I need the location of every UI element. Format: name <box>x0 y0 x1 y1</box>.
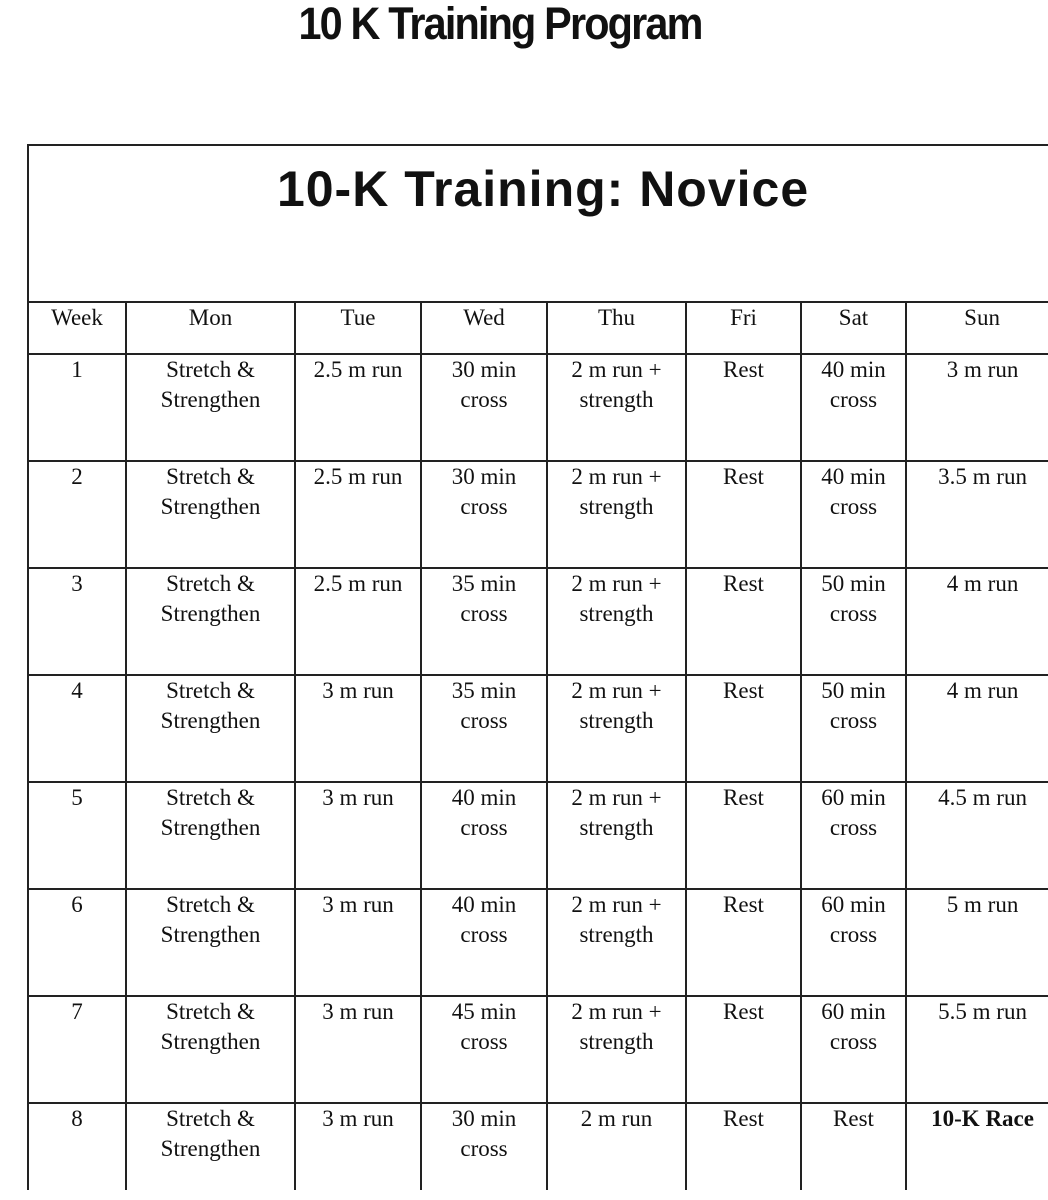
table-row <box>28 354 1048 461</box>
cell-line: 4.5 m run <box>938 785 1027 810</box>
sun-cell <box>906 782 1048 889</box>
cell-line: 2 m run + <box>571 785 662 810</box>
cell-line: 2 m run + <box>571 571 662 596</box>
cell-line: 2 m run + <box>571 892 662 917</box>
column-header-week: Week <box>28 302 126 354</box>
sun-cell <box>906 354 1048 461</box>
column-header-mon: Mon <box>126 302 295 354</box>
table-row <box>28 996 1048 1103</box>
cell-line: 30 min <box>451 464 517 489</box>
cell-line: 60 min <box>821 785 886 810</box>
cell-line: 35 min <box>451 571 517 596</box>
cell-line: strength <box>579 1029 654 1054</box>
cell-line: cross <box>460 1136 508 1161</box>
cell-line: Rest <box>723 785 764 810</box>
column-header-sun: Sun <box>906 302 1048 354</box>
fri-cell <box>686 461 801 568</box>
table-row <box>28 568 1048 675</box>
cell-line: 40 min <box>821 357 886 382</box>
column-header-tue: Tue <box>295 302 421 354</box>
cell-line: Rest <box>723 999 764 1024</box>
cell-line: Stretch & <box>166 999 255 1024</box>
mon-cell <box>126 568 295 675</box>
mon-cell <box>126 889 295 996</box>
cell-line: strength <box>579 387 654 412</box>
wed-cell <box>421 461 547 568</box>
week-cell: 8 <box>28 1103 126 1190</box>
cell-line: 3 m run <box>322 785 394 810</box>
thu-cell <box>547 461 686 568</box>
week-cell: 1 <box>28 354 126 461</box>
cell-line: 3 m run <box>322 999 394 1024</box>
cell-line: strength <box>579 708 654 733</box>
cell-line: Stretch & <box>166 1106 255 1131</box>
cell-line: 60 min <box>821 892 886 917</box>
cell-line: cross <box>460 708 508 733</box>
cell-line: 45 min <box>451 999 517 1024</box>
thu-cell <box>547 889 686 996</box>
sat-cell <box>801 568 906 675</box>
tue-cell <box>295 675 421 782</box>
sat-cell <box>801 1103 906 1190</box>
sat-cell <box>801 889 906 996</box>
thu-cell <box>547 354 686 461</box>
week-cell: 5 <box>28 782 126 889</box>
cell-line: cross <box>829 1029 878 1054</box>
schedule-body <box>28 354 1048 1190</box>
fri-cell <box>686 889 801 996</box>
cell-line: strength <box>579 494 654 519</box>
wed-cell <box>421 568 547 675</box>
cell-line: 2 m run + <box>571 678 662 703</box>
cell-line: cross <box>829 387 878 412</box>
cell-line: strength <box>579 815 654 840</box>
cell-line: 30 min <box>451 357 517 382</box>
cell-line: cross <box>460 815 508 840</box>
sun-cell <box>906 1103 1048 1190</box>
cell-line: cross <box>829 922 878 947</box>
cell-line: 50 min <box>821 678 886 703</box>
cell-line: 2.5 m run <box>313 357 403 382</box>
cell-line: cross <box>460 922 508 947</box>
cell-line: Strengthen <box>160 387 261 412</box>
cell-line: Rest <box>723 464 764 489</box>
mon-cell <box>126 675 295 782</box>
thu-cell <box>547 568 686 675</box>
cell-line: Strengthen <box>160 922 261 947</box>
sat-cell <box>801 675 906 782</box>
table-row <box>28 889 1048 996</box>
cell-line: cross <box>829 494 878 519</box>
column-header-row <box>28 302 1048 354</box>
fri-cell <box>686 1103 801 1190</box>
fri-cell <box>686 996 801 1103</box>
cell-line: Stretch & <box>166 357 255 382</box>
tue-cell <box>295 461 421 568</box>
tue-cell <box>295 1103 421 1190</box>
table-row <box>28 1103 1048 1190</box>
cell-line: 35 min <box>451 678 517 703</box>
wed-cell <box>421 782 547 889</box>
cell-line: Strengthen <box>160 815 261 840</box>
cell-line: Rest <box>723 357 764 382</box>
week-cell: 3 <box>28 568 126 675</box>
fri-cell <box>686 354 801 461</box>
sun-cell <box>906 568 1048 675</box>
cell-line: 4 m run <box>946 571 1019 596</box>
cell-line: 2.5 m run <box>313 571 403 596</box>
cell-line: Stretch & <box>166 678 255 703</box>
sun-cell <box>906 996 1048 1103</box>
mon-cell <box>126 354 295 461</box>
cell-line: Rest <box>723 892 764 917</box>
cell-line: 5 m run <box>946 892 1019 917</box>
cell-line: 10-K Race <box>931 1106 1034 1131</box>
cell-line: cross <box>460 494 508 519</box>
table-row <box>28 782 1048 889</box>
cell-line: 3 m run <box>322 892 394 917</box>
cell-line: strength <box>579 922 654 947</box>
column-header-thu: Thu <box>547 302 686 354</box>
cell-line: Stretch & <box>166 892 255 917</box>
cell-line: 50 min <box>821 571 886 596</box>
sat-cell <box>801 461 906 568</box>
tue-cell <box>295 996 421 1103</box>
cell-line: cross <box>460 1029 508 1054</box>
cell-line: Stretch & <box>166 571 255 596</box>
cell-line: Strengthen <box>160 1029 261 1054</box>
sat-cell <box>801 354 906 461</box>
sun-cell <box>906 889 1048 996</box>
cell-line: 60 min <box>821 999 886 1024</box>
wed-cell <box>421 996 547 1103</box>
cell-line: 3.5 m run <box>938 464 1027 489</box>
page-title: 10 K Training Program <box>298 0 702 49</box>
sun-cell <box>906 461 1048 568</box>
cell-line: 40 min <box>451 892 517 917</box>
thu-cell <box>547 1103 686 1190</box>
cell-line: cross <box>829 601 878 626</box>
cell-line: Rest <box>723 1106 764 1131</box>
cell-line: Strengthen <box>160 708 261 733</box>
cell-line: Rest <box>833 1106 874 1131</box>
cell-line: cross <box>460 387 508 412</box>
table-row <box>28 461 1048 568</box>
cell-line: 4 m run <box>946 678 1019 703</box>
tue-cell <box>295 354 421 461</box>
tue-cell <box>295 782 421 889</box>
thu-cell <box>547 782 686 889</box>
mon-cell <box>126 1103 295 1190</box>
thu-cell <box>547 675 686 782</box>
mon-cell <box>126 782 295 889</box>
mon-cell <box>126 461 295 568</box>
cell-line: Stretch & <box>166 785 255 810</box>
fri-cell <box>686 675 801 782</box>
cell-line: Rest <box>723 571 764 596</box>
thu-cell <box>547 996 686 1103</box>
cell-line: strength <box>579 601 654 626</box>
week-cell: 2 <box>28 461 126 568</box>
cell-line: Rest <box>723 678 764 703</box>
week-cell: 6 <box>28 889 126 996</box>
column-header-wed: Wed <box>421 302 547 354</box>
wed-cell <box>421 889 547 996</box>
column-header-fri: Fri <box>686 302 801 354</box>
cell-line: Strengthen <box>160 601 261 626</box>
cell-line: 5.5 m run <box>938 999 1027 1024</box>
cell-line: 2 m run + <box>571 464 662 489</box>
cell-line: Strengthen <box>160 1136 261 1161</box>
wed-cell <box>421 1103 547 1190</box>
tue-cell <box>295 889 421 996</box>
cell-line: cross <box>829 708 878 733</box>
fri-cell <box>686 568 801 675</box>
sat-cell <box>801 996 906 1103</box>
cell-line: cross <box>460 601 508 626</box>
week-cell: 4 <box>28 675 126 782</box>
cell-line: Strengthen <box>160 494 261 519</box>
cell-line: 30 min <box>451 1106 517 1131</box>
cell-line: 3 m run <box>946 357 1019 382</box>
cell-line: 40 min <box>451 785 517 810</box>
cell-line: 2 m run + <box>571 357 662 382</box>
column-header-sat: Sat <box>801 302 906 354</box>
cell-line: 2 m run + <box>571 999 662 1024</box>
sat-cell <box>801 782 906 889</box>
wed-cell <box>421 354 547 461</box>
tue-cell <box>295 568 421 675</box>
cell-line: Stretch & <box>166 464 255 489</box>
table-heading: 10-K Training: Novice <box>28 145 1048 302</box>
cell-line: 3 m run <box>322 678 394 703</box>
cell-line: 2 m run <box>580 1106 653 1131</box>
cell-line: 3 m run <box>322 1106 394 1131</box>
cell-line: 40 min <box>821 464 886 489</box>
cell-line: 2.5 m run <box>313 464 403 489</box>
week-cell: 7 <box>28 996 126 1103</box>
mon-cell <box>126 996 295 1103</box>
table-row <box>28 675 1048 782</box>
training-schedule-table <box>27 144 1048 1190</box>
sun-cell <box>906 675 1048 782</box>
wed-cell <box>421 675 547 782</box>
fri-cell <box>686 782 801 889</box>
cell-line: cross <box>829 815 878 840</box>
